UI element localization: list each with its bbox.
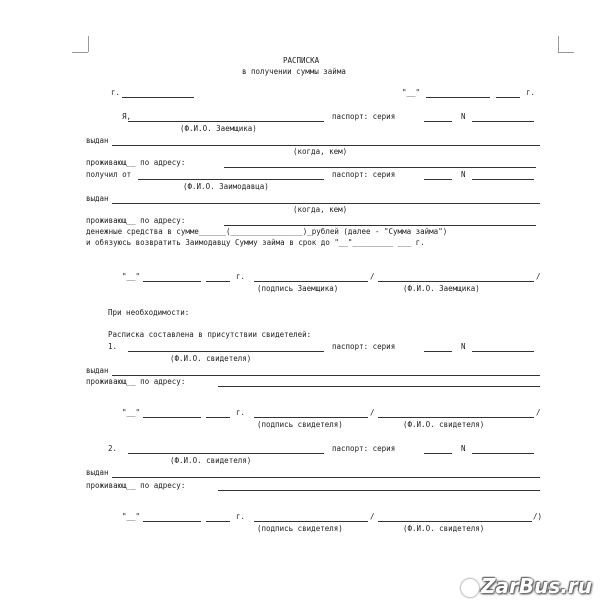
borrower-sign-slash-end: /: [536, 272, 541, 281]
witness2-address-field[interactable]: [218, 490, 540, 491]
witness1-sign-date-quote: "__": [122, 408, 141, 417]
date-month-field[interactable]: [426, 97, 490, 98]
city-field[interactable]: [122, 97, 194, 98]
lender-when-by-whom-caption: (когда, кем): [293, 205, 348, 214]
witness1-passport-series-label: паспорт: серия: [332, 342, 396, 351]
borrower-address-field[interactable]: [224, 167, 536, 168]
borrower-signature-field[interactable]: [254, 281, 368, 282]
site-watermark: [461, 574, 592, 598]
lender-passport-number-field[interactable]: [472, 179, 534, 180]
money-line-1: денежные средства в сумме______(________________)_рублей (далее - "Сумма займа"): [86, 227, 448, 236]
witness2-passport-number-label: N: [461, 444, 466, 453]
witness2-issued-label: выдан: [86, 468, 109, 477]
date-quote: "__": [402, 88, 421, 97]
witness1-signature-caption: (подпись свидетеля): [257, 420, 343, 429]
borrower-name-field[interactable]: [128, 121, 324, 122]
witness2-sign-date-quote: "__": [122, 512, 141, 521]
witness1-sign-slash: /: [370, 408, 375, 417]
borrower-fio-field[interactable]: [378, 281, 534, 282]
lender-address-field[interactable]: [224, 225, 536, 226]
document-title: РАСПИСКА: [283, 56, 320, 65]
borrower-sign-year-suffix: г.: [236, 272, 246, 281]
borrower-fio-caption: (Ф.И.О. Заемщика): [403, 284, 480, 293]
witness1-fio-caption: (Ф.И.О. свидетеля): [403, 420, 485, 429]
witness1-passport-number-label: N: [461, 342, 466, 351]
witness1-issued-field[interactable]: [112, 375, 540, 376]
witness1-issued-label: выдан: [86, 366, 109, 375]
witness1-sign-year-suffix: г.: [236, 408, 246, 417]
borrower-issued-field[interactable]: [112, 145, 540, 146]
witness1-caption: (Ф.И.О. свидетеля): [170, 354, 252, 363]
witness1-number: 1.: [108, 342, 118, 351]
witness2-signature-field[interactable]: [254, 521, 368, 522]
residing-label: проживающ__ по адресу:: [86, 158, 186, 167]
watermark-text: ZarBus.ru: [481, 574, 592, 598]
witness2-fio-caption: (Ф.И.О. свидетеля): [403, 524, 485, 533]
witness2-sign-slash-end: /): [533, 512, 543, 521]
lender-passport-number-label: N: [461, 170, 466, 179]
borrower-sign-year-field[interactable]: [206, 281, 230, 282]
witness2-issued-field[interactable]: [112, 477, 540, 478]
witnesses-intro: Расписка составлена в присутствии свидетелей:: [108, 330, 312, 339]
witness2-sign-year-suffix: г.: [236, 512, 246, 521]
witness2-caption: (Ф.И.О. свидетеля): [170, 456, 252, 465]
borrower-sign-month-field[interactable]: [143, 281, 201, 282]
witness1-sign-year-field[interactable]: [206, 417, 230, 418]
money-line-2: и обязуюсь возвратить Заимодавцу Сумму займа в срок до "__"_________ ___ г.: [86, 238, 425, 247]
corner-mark-top-right: [558, 36, 559, 52]
witness1-passport-series-field[interactable]: [424, 351, 452, 352]
date-year-field[interactable]: [496, 97, 520, 98]
date-year-suffix: г.: [526, 88, 536, 97]
i-label: Я,: [122, 112, 132, 121]
lender-issued-label: выдан: [86, 194, 109, 203]
issued-label: выдан: [86, 136, 109, 145]
corner-mark-top-left-h: [72, 52, 88, 53]
witness2-sign-year-field[interactable]: [206, 521, 230, 522]
lender-passport-series-label: паспорт: серия: [332, 170, 396, 179]
borrower-sign-date-quote: "__": [122, 272, 141, 281]
witness1-fio-field[interactable]: [378, 417, 534, 418]
passport-number-label: N: [461, 112, 466, 121]
if-needed-label: При необходимости:: [108, 308, 190, 317]
witness1-address-field[interactable]: [218, 386, 540, 387]
witness1-name-field[interactable]: [128, 351, 324, 352]
lender-name-field[interactable]: [138, 179, 324, 180]
witness2-passport-series-label: паспорт: серия: [332, 444, 396, 453]
passport-series-label: паспорт: серия: [332, 112, 396, 121]
witness2-residing-label: проживающ__ по адресу:: [86, 481, 186, 490]
witness1-signature-field[interactable]: [254, 417, 368, 418]
lender-issued-field[interactable]: [112, 203, 540, 204]
witness2-sign-slash: /: [370, 512, 375, 521]
received-from-label: получил от: [86, 170, 132, 179]
witness1-passport-number-field[interactable]: [472, 351, 534, 352]
borrower-passport-series-field[interactable]: [424, 121, 452, 122]
witness1-residing-label: проживающ__ по адресу:: [86, 377, 186, 386]
witness2-number: 2.: [108, 444, 118, 453]
lender-caption: (Ф.И.О. Заимодавца): [183, 182, 269, 191]
witness2-passport-series-field[interactable]: [424, 453, 452, 454]
borrower-caption: (Ф.И.О. Заемщика): [180, 124, 257, 133]
lender-residing-label: проживающ__ по адресу:: [86, 216, 186, 225]
borrower-sign-slash: /: [370, 272, 375, 281]
corner-mark-top-left: [88, 36, 89, 52]
witness1-sign-slash-end: /: [536, 408, 541, 417]
witness2-name-field[interactable]: [128, 453, 324, 454]
when-by-whom-caption: (когда, кем): [293, 147, 348, 156]
witness2-signature-caption: (подпись свидетеля): [257, 524, 343, 533]
copyright-icon: [461, 579, 479, 597]
corner-mark-top-right-h: [558, 52, 574, 53]
city-label: г.: [111, 88, 121, 97]
witness1-sign-month-field[interactable]: [143, 417, 201, 418]
borrower-passport-number-field[interactable]: [472, 121, 534, 122]
document-subtitle: в получении суммы займа: [242, 67, 346, 76]
lender-passport-series-field[interactable]: [424, 179, 452, 180]
witness2-fio-field[interactable]: [378, 521, 532, 522]
witness2-sign-month-field[interactable]: [143, 521, 201, 522]
witness2-passport-number-field[interactable]: [472, 453, 534, 454]
borrower-signature-caption: (подпись Заемщика): [257, 284, 339, 293]
